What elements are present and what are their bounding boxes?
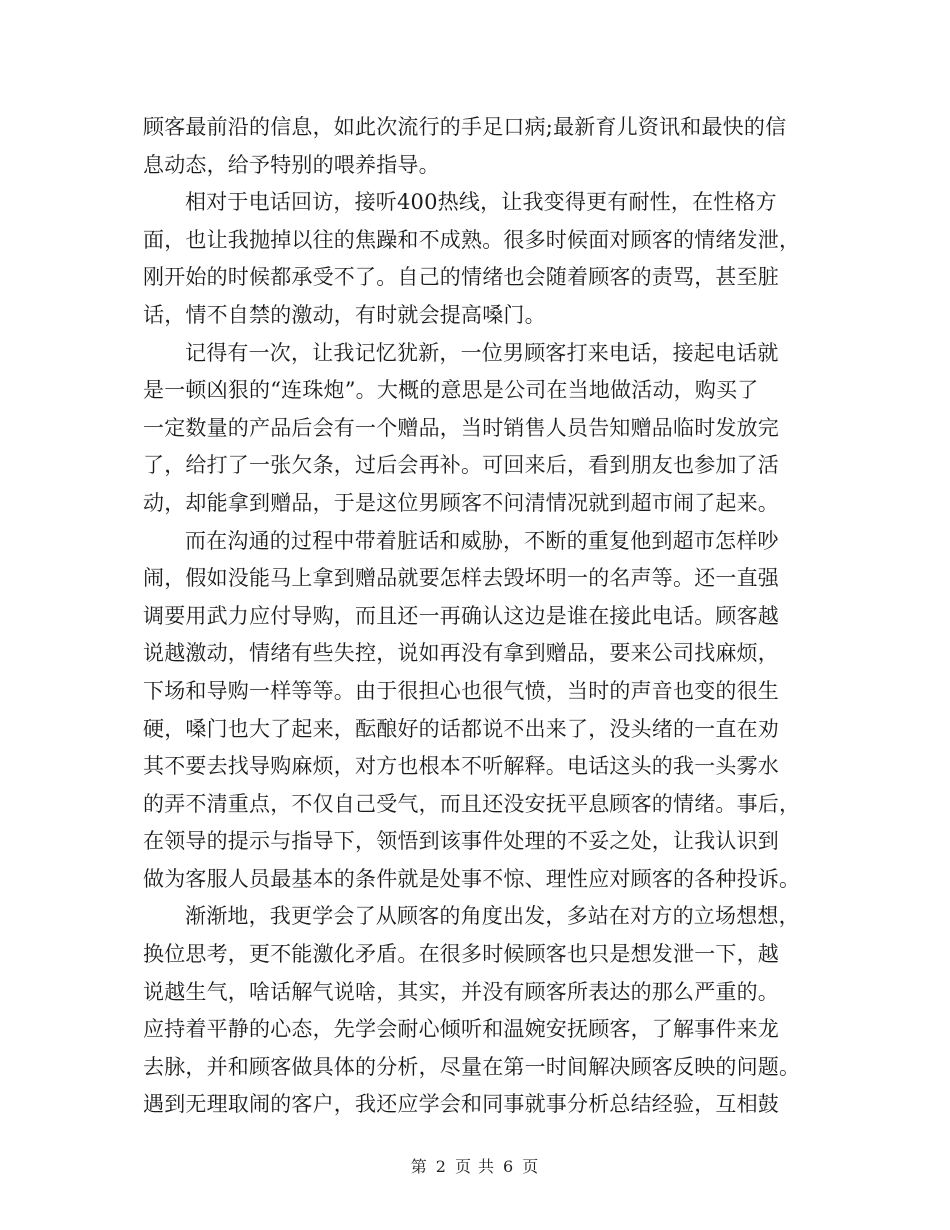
text-line: 在领导的提示与指导下，领悟到该事件处理的不妥之处，让我认识到 — [143, 829, 779, 854]
text-line: 闹，假如没能马上拿到赠品就要怎样去毁坏明一的名声等。还一直强 — [143, 566, 779, 591]
document-body — [143, 109, 809, 1124]
text-line: 一定数量的产品后会有一个赠品，当时销售人员告知赠品临时发放完 — [143, 415, 779, 440]
text-line: 面，也让我抛掉以往的焦躁和不成熟。很多时候面对顾客的情绪发泄， — [143, 227, 801, 252]
text-line: 而在沟通的过程中带着脏话和威胁，不断的重复他到超市怎样吵 — [185, 528, 779, 553]
text-line: 是一顿凶狠的“连珠炮”。大概的意思是公司在当地做活动，购买了 — [143, 378, 759, 403]
footer-middle: 页 共 — [454, 1157, 496, 1176]
current-page-number: 2 — [435, 1157, 447, 1176]
footer-prefix: 第 — [410, 1157, 428, 1176]
text-line: 说越激动，情绪有些失控，说如再没有拿到赠品，要来公司找麻烦， — [143, 641, 779, 666]
text-line: 话，情不自禁的激动，有时就会提高嗓门。 — [143, 302, 546, 327]
text-line: 了，给打了一张欠条，过后会再补。可回来后，看到朋友也参加了活 — [143, 453, 779, 478]
text-line: 调要用武力应付导购，而且还一再确认这边是谁在接此电话。顾客越 — [143, 603, 779, 628]
text-line: 渐渐地，我更学会了从顾客的角度出发，多站在对方的立场想想， — [185, 904, 800, 929]
text-line: 去脉，并和顾客做具体的分析，尽量在第一时间解决顾客反映的问题。 — [143, 1054, 801, 1079]
text-line: 遇到无理取闹的客户，我还应学会和同事就事分析总结经验，互相鼓 — [143, 1092, 779, 1117]
text-line: 顾客最前沿的信息，如此次流行的手足口病;最新育儿资讯和最快的信 — [143, 115, 787, 139]
text-line: 相对于电话回访，接听400热线，让我变得更有耐性，在性格方 — [185, 190, 777, 215]
footer-suffix: 页 — [522, 1157, 540, 1176]
text-line: 的弄不清重点，不仅自己受气，而且还没安抚平息顾客的情绪。事后， — [143, 791, 801, 816]
text-line: 下场和导购一样等等。由于很担心也很气愤，当时的声音也变的很生 — [143, 678, 779, 703]
total-pages-number: 6 — [503, 1157, 515, 1176]
text-line: 刚开始的时候都承受不了。自己的情绪也会随着顾客的责骂，甚至脏 — [143, 265, 779, 290]
page-footer — [0, 1154, 950, 1177]
text-line: 换位思考，更不能激化矛盾。在很多时候顾客也只是想发泄一下，越 — [143, 942, 779, 967]
text-line: 应持着平静的心态，先学会耐心倾听和温婉安抚顾客，了解事件来龙 — [143, 1017, 779, 1042]
text-line: 做为客服人员最基本的条件就是处事不惊、理性应对顾客的各种投诉。 — [143, 866, 801, 891]
text-line: 硬，嗓门也大了起来，酝酿好的话都说不出来了，没头绪的一直在劝 — [143, 716, 779, 741]
text-line: 其不要去找导购麻烦，对方也根本不听解释。电话这头的我一头雾水 — [143, 754, 779, 779]
text-line: 息动态，给予特别的喂养指导。 — [143, 152, 440, 177]
text-line: 说越生气，啥话解气说啥，其实，并没有顾客所表达的那么严重的。 — [143, 979, 779, 1004]
text-line: 记得有一次，让我记忆犹新，一位男顾客打来电话，接起电话就 — [185, 340, 779, 365]
text-line: 动，却能拿到赠品，于是这位男顾客不问清情况就到超市闹了起来。 — [143, 490, 779, 515]
